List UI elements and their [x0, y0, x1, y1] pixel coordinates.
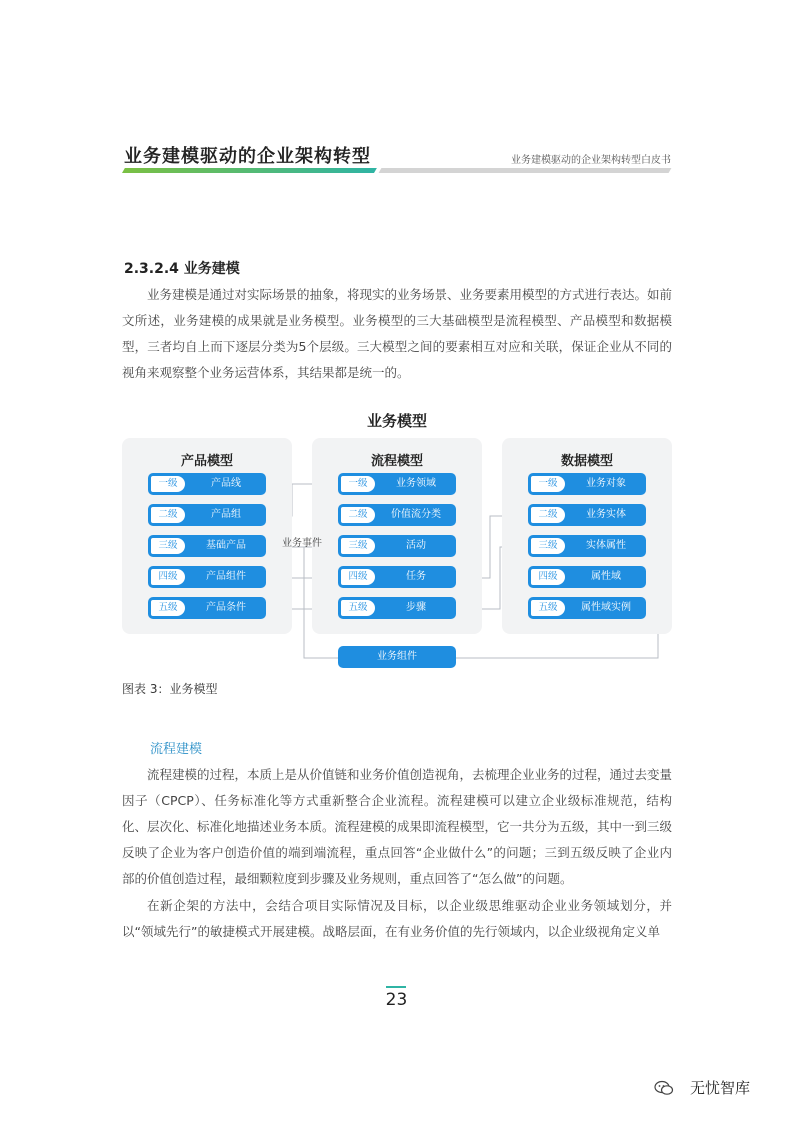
watermark-text: 无忧智库	[690, 1079, 751, 1097]
page-number: 23	[385, 990, 408, 1010]
model-level-node	[148, 566, 266, 588]
level-tag: 四级	[151, 569, 185, 585]
level-name: 实体属性	[586, 540, 626, 551]
model-level-node	[338, 504, 456, 526]
body-paragraph-intro: 业务建模是通过对实际场景的抽象，将现实的业务场景、业务要素用模型的方式进行表达。如前文所述，业务建模的成果就是业务模型。业务模型的三大基础模型是流程模型、产品模型和数据模型，三者均自上而下逐层分类为5个层级。三大模型之间的要素相互对应和关联，保证企业从不同的视角来观察整个业务运营体系，其结果都是统一的。	[122, 287, 673, 380]
level-tag: 一级	[151, 476, 185, 492]
header-accent-bar	[122, 168, 377, 173]
business-model-diagram	[122, 404, 672, 694]
figure-caption: 图表 3：业务模型	[122, 682, 218, 696]
level-name: 业务对象	[586, 478, 626, 489]
level-name: 产品条件	[206, 602, 246, 613]
level-tag: 五级	[531, 600, 565, 616]
model-level-node	[528, 473, 646, 495]
level-tag: 三级	[151, 538, 185, 554]
business-component-node: 业务组件	[338, 646, 456, 668]
level-name: 产品组件	[206, 571, 246, 582]
level-tag: 四级	[341, 569, 375, 585]
model-level-node	[338, 535, 456, 557]
level-name: 业务领域	[396, 478, 436, 489]
section-heading: 2.3.2.4 业务建模	[124, 261, 240, 277]
model-level-node	[148, 535, 266, 557]
diagram-title: 业务模型	[366, 412, 427, 430]
subsection-heading: 流程建模	[150, 742, 203, 757]
level-name: 步骤	[406, 602, 426, 613]
level-tag: 三级	[531, 538, 565, 554]
business-event-label: 业务事件	[282, 538, 322, 549]
model-level-node	[148, 597, 266, 619]
level-tag: 五级	[341, 600, 375, 616]
level-tag: 二级	[151, 507, 185, 523]
level-name: 属性域实例	[581, 602, 631, 613]
level-name: 业务实体	[586, 509, 626, 520]
model-level-node	[528, 597, 646, 619]
model-level-node	[148, 473, 266, 495]
model-panel-title: 流程模型	[370, 454, 423, 469]
level-name: 属性域	[591, 571, 621, 582]
level-name: 基础产品	[206, 540, 246, 551]
running-header-subtitle: 业务建模驱动的企业架构转型白皮书	[511, 155, 671, 166]
level-tag: 三级	[341, 538, 375, 554]
running-header-title: 业务建模驱动的企业架构转型	[124, 146, 371, 167]
model-panel	[312, 438, 482, 634]
page-number-accent	[386, 986, 406, 988]
level-name: 价值流分类	[391, 509, 441, 520]
header-divider-bar	[379, 168, 672, 173]
model-level-node	[338, 597, 456, 619]
model-panel	[502, 438, 672, 634]
model-panel-title: 产品模型	[180, 454, 233, 469]
body-paragraph-process: 流程建模的过程，本质上是从价值链和业务价值创造视角，去梳理企业业务的过程，通过去变量因子（CPCP）、任务标准化等方式重新整合企业流程。流程建模可以建立企业级标准规范，结构化、层次化、标准化地描述业务本质。流程建模的成果即流程模型，它一共分为五级，其中一到三级反映了企业为客户创造价值的端到端流程，重点回答“企业做什么”的问题；三到五级反映了企业内部的价值创造过程，最细颗粒度到步骤及业务规则，重点回答了“怎么做”的问题。	[122, 767, 673, 886]
level-tag: 二级	[341, 507, 375, 523]
model-level-node	[528, 504, 646, 526]
level-tag: 一级	[531, 476, 565, 492]
model-level-node	[148, 504, 266, 526]
level-tag: 四级	[531, 569, 565, 585]
level-name: 产品线	[211, 478, 241, 489]
level-name: 任务	[406, 571, 426, 582]
level-tag: 五级	[151, 600, 185, 616]
body-paragraph-method: 在新企架的方法中，会结合项目实际情况及目标，以企业级思维驱动企业业务领域划分，并以“领域先行”的敏捷模式开展建模。战略层面，在有业务价值的先行领域内，以企业级视角定义单	[122, 898, 672, 939]
model-panel-title: 数据模型	[560, 454, 613, 469]
level-tag: 一级	[341, 476, 375, 492]
model-level-node	[528, 535, 646, 557]
level-tag: 二级	[531, 507, 565, 523]
model-panel	[122, 438, 292, 634]
level-name: 活动	[406, 540, 426, 551]
wechat-icon	[654, 1080, 674, 1096]
model-level-node	[528, 566, 646, 588]
model-level-node	[338, 566, 456, 588]
model-level-node	[338, 473, 456, 495]
level-name: 产品组	[211, 509, 241, 520]
